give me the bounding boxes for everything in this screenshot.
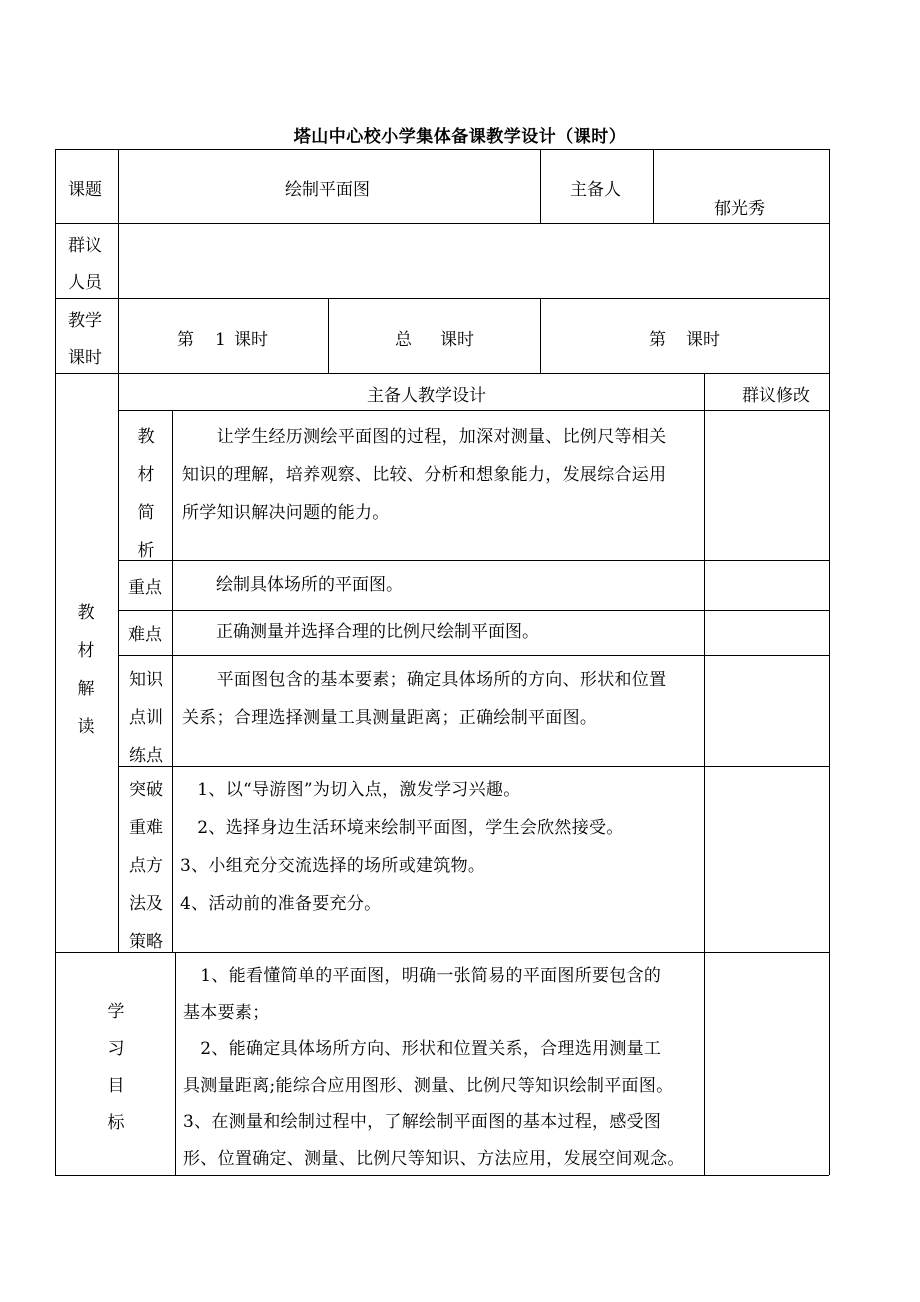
label-char: 突破 [129,780,163,800]
nth-prefix: 第 [649,330,666,350]
rule [55,952,829,953]
label-char: 知识 [129,670,163,690]
rule [540,298,541,373]
label-char: 学 [107,1002,125,1022]
label-char: 习 [107,1039,125,1059]
label-char: 重难 [129,818,163,838]
lesson-number: 1 [215,330,226,350]
strategy-content [180,771,624,923]
label-char: 点训 [129,708,163,728]
knowledge-content [182,661,666,737]
text-line: 3、小组充分交流选择的场所或建筑物。 [180,856,486,876]
rule [328,298,329,373]
period-label-line2: 课时 [68,348,102,368]
total-prefix: 总 [395,330,412,350]
text-line: 知识的理解，培养观察、比较、分析和想象能力，发展综合运用 [182,465,667,485]
row-label-key: 重点 [128,578,162,598]
goals-content [183,958,685,1177]
label-char: 点方 [129,856,163,876]
rule [172,410,173,952]
text-line: 形、位置确定、测量、比例尺等知识、方法应用，发展空间观念。 [183,1148,685,1169]
lesson-suffix: 课时 [234,330,268,350]
label-char: 教 [137,427,155,447]
goals-label [96,994,136,1142]
rule [175,952,176,1175]
lesson-prefix: 第 [177,330,194,350]
rule [829,149,830,1175]
analysis-section-label [66,594,106,746]
label-char: 法及 [129,894,163,914]
label-char: 解 [77,679,95,699]
text-line: 关系；合理选择测量工具测量距离；正确绘制平面图。 [182,708,598,728]
rule [55,223,829,224]
rule [55,149,829,150]
topic-value: 绘制平面图 [285,180,370,200]
text-line: 2、能确定具体场所方向、形状和位置关系，合理选用测量工 [183,1039,662,1059]
rule [118,149,119,952]
rule [55,298,829,299]
participants-label-line1: 群议 [68,236,102,256]
label-char: 简 [137,503,155,523]
row-label-strategy [126,771,166,961]
page-title: 塔山中心校小学集体备课教学设计（课时） [293,127,627,147]
rule [704,373,705,952]
label-char: 材 [137,465,155,485]
revise-header: 群议修改 [742,386,810,406]
label-char: 目 [107,1076,125,1096]
topic-label: 课题 [68,180,102,200]
text-line: 2、选择身边生活环境来绘制平面图，学生会欣然接受。 [180,818,624,838]
nth-suffix: 课时 [686,330,720,350]
total-suffix: 课时 [440,330,474,350]
rule [118,766,829,767]
text-line: 1、以“导游图”为切入点，激发学习兴趣。 [180,780,521,800]
text-line: 1、能看懂简单的平面图，明确一张简易的平面图所要包含的 [183,966,662,986]
rule [704,952,705,1175]
label-char: 策略 [129,932,163,952]
rule [55,149,56,1175]
text-line: 3、在测量和绘制过程中，了解绘制平面图的基本过程，感受图 [183,1112,662,1132]
row-label-brief [126,418,166,570]
brief-content [182,418,666,532]
participants-label-line2: 人员 [68,273,102,293]
text-line: 平面图包含的基本要素；确定具体场所的方向、形状和位置 [182,670,667,690]
text-line: 所学知识解决问题的能力。 [182,503,390,523]
key-content: 绘制具体场所的平面图。 [182,575,403,595]
lead-label: 主备人 [570,180,621,200]
text-line: 4、活动前的准备要充分。 [180,894,382,914]
difficulty-content: 正确测量并选择合理的比例尺绘制平面图。 [182,622,539,642]
rule [118,610,829,611]
period-label-line1: 教学 [68,311,102,331]
text-line: 让学生经历测绘平面图的过程，加深对测量、比例尺等相关 [182,427,667,447]
rule [118,560,829,561]
rule [118,655,829,656]
label-char: 练点 [129,746,163,766]
text-line: 基本要素； [183,1002,270,1023]
label-char: 教 [77,603,95,623]
lead-value: 郁光秀 [714,199,765,219]
rule [118,410,829,411]
rule [55,373,829,374]
label-char: 读 [77,717,95,737]
row-label-difficulty: 难点 [128,625,162,645]
row-label-knowledge [126,661,166,775]
label-char: 析 [137,541,155,561]
label-char: 标 [107,1113,125,1133]
design-header: 主备人教学设计 [367,386,486,406]
label-char: 材 [77,641,95,661]
rule [653,149,654,223]
text-line: 具测量距离;能综合应用图形、测量、比例尺等知识绘制平面图。 [183,1075,674,1096]
rule [540,149,541,223]
